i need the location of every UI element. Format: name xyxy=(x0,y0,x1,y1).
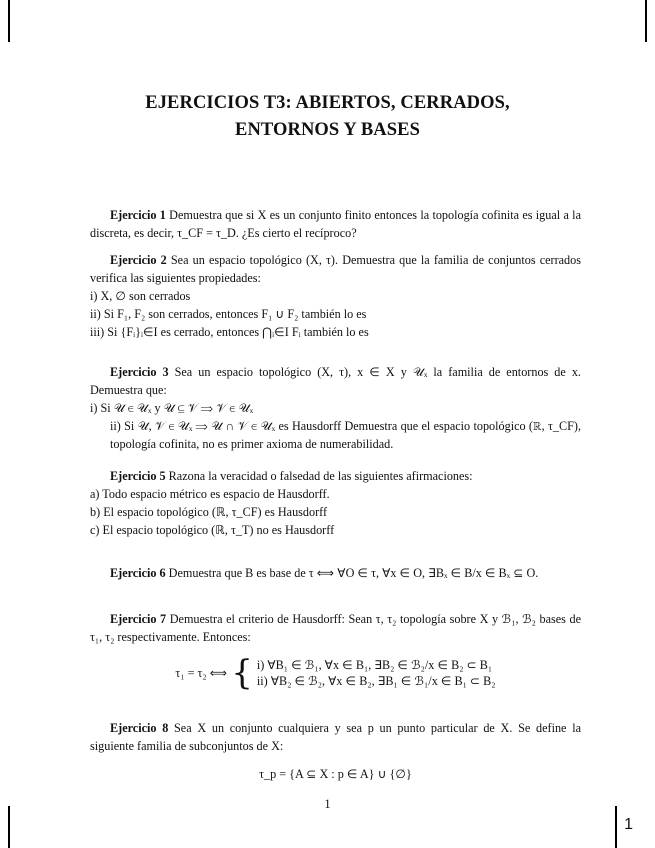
exercise-1-label: Ejercicio 1 xyxy=(110,208,166,222)
page-number: 1 xyxy=(324,797,331,811)
exercise-2-item-ii: ii) Si F₁, F₂ son cerrados, entonces F₁ ∪ F₂ también lo es xyxy=(90,307,367,321)
exercise-8-label: Ejercicio 8 xyxy=(110,721,169,735)
left-brace: { xyxy=(231,653,253,693)
exercise-3 xyxy=(90,363,581,453)
crop-mark-bottom-left xyxy=(8,806,10,848)
exercise-1-text: Demuestra que si X es un conjunto finito entonces la topología cofinita es igual a la discreta, es decir, τ_CF = τ_D. ¿Es cierto el recíproco? xyxy=(90,208,581,240)
exercise-1 xyxy=(90,206,581,242)
exercise-8-text: Sea X un conjunto cualquiera y sea p un punto particular de X. Se define la siguiente familia de subconjuntos de X: xyxy=(90,721,581,753)
exercise-5-label: Ejercicio 5 xyxy=(110,469,166,483)
exercise-6-text: Demuestra que B es base de τ ⟺ ∀O ∈ τ, ∀x ∈ O, ∃Bₓ ∈ B/x ∈ Bₓ ⊆ O. xyxy=(165,566,539,580)
formula-case-ii: ii) ∀B₂ ∈ ℬ₂, ∀x ∈ B₂, ∃B₁ ∈ ℬ₁/x ∈ B₁ ⊂ B₂ xyxy=(256,674,496,688)
hausdorff-criterion-formula xyxy=(175,653,496,693)
exercise-2-text: Sea un espacio topológico (X, τ). Demuestra que la familia de conjuntos cerrados verifica las siguientes propiedades: xyxy=(90,253,581,285)
title-line-1: EJERCICIOS T3: ABIERTOS, CERRADOS, xyxy=(145,93,510,113)
crop-mark-top-left xyxy=(8,0,10,42)
exercise-5-item-a: a) Todo espacio métrico es espacio de Hausdorff. xyxy=(90,487,330,501)
exercise-2 xyxy=(90,251,581,341)
exercise-3-item-i: i) Si 𝒰 ∈ 𝒰ₓ y 𝒰 ⊆ 𝒱 ⟹ 𝒱 ∈ 𝒰ₓ xyxy=(90,401,254,415)
exercise-8 xyxy=(90,719,581,783)
viewer-page-number: 1 xyxy=(624,816,633,833)
exercise-7-label: Ejercicio 7 xyxy=(110,612,167,626)
exercise-2-item-iii: iii) Si {Fᵢ}ᵢ∈I es cerrado, entonces ⋂ᵢ∈I Fᵢ también lo es xyxy=(90,325,369,339)
formula-lhs: τ₁ = τ₂ ⟺ xyxy=(175,666,228,680)
exercise-7-text: Demuestra el criterio de Hausdorff: Sean τ, τ₂ topología sobre X y ℬ₁, ℬ₂ bases de τ₁, τ₂ respectivamente. Entonces: xyxy=(90,612,581,644)
exercise-2-label: Ejercicio 2 xyxy=(110,253,167,267)
exercise-6 xyxy=(90,564,581,582)
exercise-5-item-c: c) El espacio topológico (ℝ, τ_T) no es Hausdorff xyxy=(90,523,335,537)
title-line-2: ENTORNOS Y BASES xyxy=(235,120,420,140)
exercise-5 xyxy=(90,467,581,539)
exercise-6-label: Ejercicio 6 xyxy=(110,566,166,580)
exercise-5-text: Razona la veracidad o falsedad de las siguientes afirmaciones: xyxy=(165,469,473,483)
exercise-3-item-ii: ii) Si 𝒰, 𝒱 ∈ 𝒰ₓ ⟹ 𝒰 ∩ 𝒱 ∈ 𝒰ₓ es Hausdorff Demuestra que el espacio topológico (ℝ, τ_CF), topología cofinita, no es primer axioma de numerabilidad. xyxy=(110,419,581,451)
exercise-2-item-i: i) X, ∅ son cerrados xyxy=(90,289,191,303)
document-title xyxy=(0,90,655,144)
exercise-3-label: Ejercicio 3 xyxy=(110,365,169,379)
exercise-8-formula: τ_p = {A ⊆ X : p ∈ A} ∪ {∅} xyxy=(259,767,412,781)
exercise-3-text: Sea un espacio topológico (X, τ), x ∈ X y 𝒰ₓ la familia de entornos de x. Demuestra que: xyxy=(90,365,581,397)
crop-mark-bottom-right xyxy=(615,806,617,848)
formula-case-i: i) ∀B₁ ∈ ℬ₁, ∀x ∈ B₁, ∃B₂ ∈ ℬ₂/x ∈ B₂ ⊂ B₁ xyxy=(256,658,493,672)
exercise-5-item-b: b) El espacio topológico (ℝ, τ_CF) es Hausdorff xyxy=(90,505,328,519)
exercise-7 xyxy=(90,610,581,693)
crop-mark-top-right xyxy=(645,0,647,42)
